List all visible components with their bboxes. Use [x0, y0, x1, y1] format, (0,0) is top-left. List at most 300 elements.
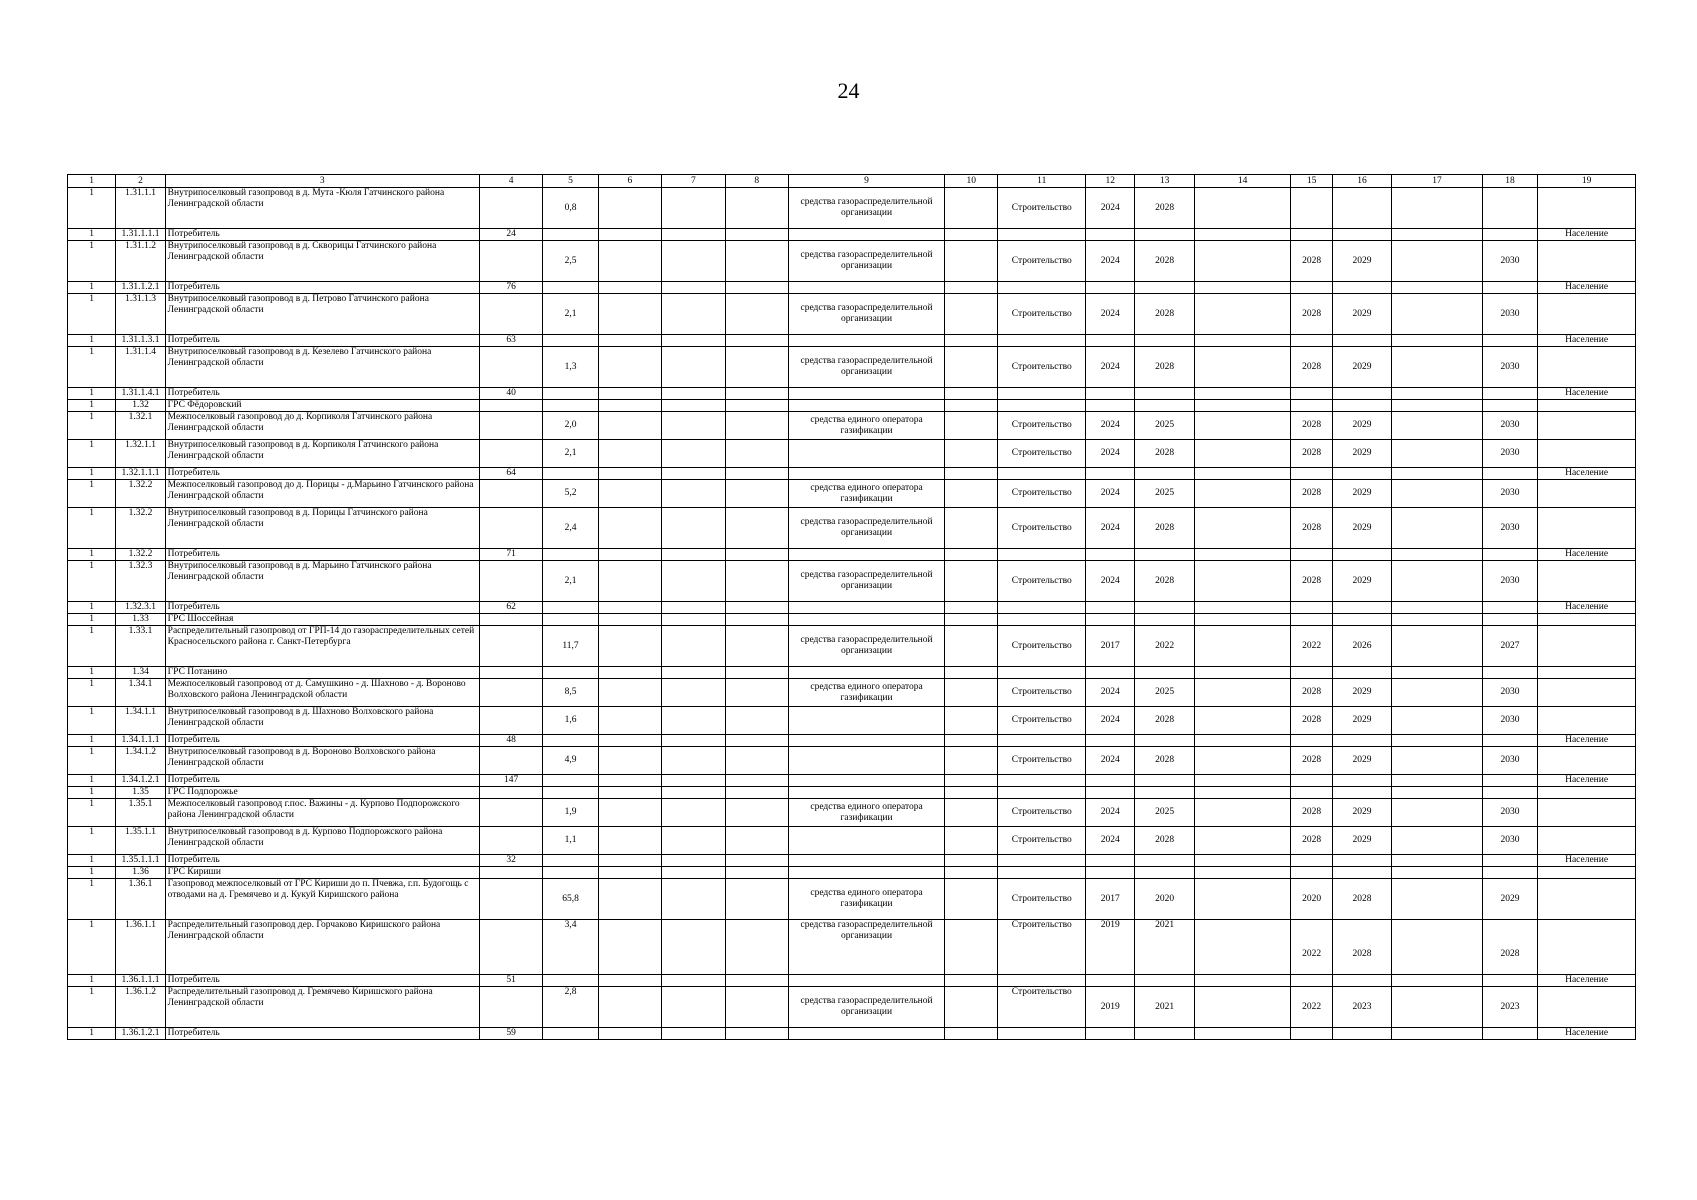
- cell-14: [1194, 679, 1291, 707]
- column-header: 1: [68, 175, 116, 188]
- cell-8: [725, 987, 788, 1028]
- cell-consumers: [479, 241, 542, 282]
- cell-8: [725, 440, 788, 468]
- cell-section: 1: [68, 480, 116, 508]
- cell-year-15: 2028: [1291, 747, 1332, 775]
- cell-10: [945, 975, 998, 987]
- cell-work-type: Строительство: [998, 188, 1086, 229]
- cell-14: [1194, 282, 1291, 294]
- cell-year-18: [1482, 549, 1537, 561]
- cell-code: 1.35.1: [116, 799, 165, 827]
- cell-year-16: 2029: [1332, 747, 1391, 775]
- cell-year-15: 2028: [1291, 561, 1332, 602]
- cell-start-year: 2024: [1086, 412, 1135, 440]
- cell-year-16: 2028: [1332, 920, 1391, 975]
- cell-7: [662, 468, 725, 480]
- cell-year-15: 2022: [1291, 626, 1332, 667]
- cell-start-year: [1086, 855, 1135, 867]
- cell-length: 2,8: [543, 987, 598, 1028]
- cell-17: [1392, 879, 1483, 920]
- cell-year-18: 2030: [1482, 799, 1537, 827]
- cell-funding-source: средства газораспределительной организации: [789, 987, 945, 1028]
- cell-start-year: [1086, 602, 1135, 614]
- cell-14: [1194, 707, 1291, 735]
- cell-funding-source: [789, 735, 945, 747]
- cell-start-year: 2024: [1086, 440, 1135, 468]
- cell-description: Внутрипоселковый газопровод в д. Вороново Волховского района Ленинградской области: [165, 747, 479, 775]
- cell-funding-source: средства единого оператора газификации: [789, 412, 945, 440]
- cell-year-15: 2022: [1291, 920, 1332, 975]
- cell-7: [662, 614, 725, 626]
- cell-end-year: [1135, 282, 1194, 294]
- cell-8: [725, 229, 788, 241]
- cell-14: [1194, 867, 1291, 879]
- cell-length: 2,4: [543, 508, 598, 549]
- cell-end-year: [1135, 335, 1194, 347]
- cell-year-15: [1291, 775, 1332, 787]
- cell-section: 1: [68, 775, 116, 787]
- cell-work-type: Строительство: [998, 679, 1086, 707]
- cell-10: [945, 920, 998, 975]
- cell-section: 1: [68, 707, 116, 735]
- cell-7: [662, 480, 725, 508]
- cell-6: [598, 747, 661, 775]
- cell-code: 1.33.1: [116, 626, 165, 667]
- cell-year-15: [1291, 1028, 1332, 1040]
- cell-length: [543, 549, 598, 561]
- cell-section: 1: [68, 508, 116, 549]
- cell-7: [662, 347, 725, 388]
- cell-17: [1392, 188, 1483, 229]
- cell-code: 1.36.1.1: [116, 920, 165, 975]
- cell-8: [725, 561, 788, 602]
- cell-14: [1194, 602, 1291, 614]
- cell-14: [1194, 827, 1291, 855]
- cell-category: [1538, 707, 1636, 735]
- cell-year-16: [1332, 975, 1391, 987]
- pipeline-row: [68, 241, 1636, 282]
- cell-start-year: 2019: [1086, 987, 1135, 1028]
- cell-description: Потребитель: [165, 602, 479, 614]
- cell-6: [598, 561, 661, 602]
- consumer-row: [68, 388, 1636, 400]
- cell-17: [1392, 602, 1483, 614]
- cell-year-15: 2028: [1291, 480, 1332, 508]
- cell-end-year: 2028: [1135, 707, 1194, 735]
- cell-17: [1392, 614, 1483, 626]
- cell-end-year: [1135, 775, 1194, 787]
- cell-section: 1: [68, 347, 116, 388]
- consumer-row: [68, 335, 1636, 347]
- cell-funding-source: средства газораспределительной организации: [789, 508, 945, 549]
- cell-end-year: 2022: [1135, 626, 1194, 667]
- cell-funding-source: [789, 440, 945, 468]
- cell-funding-source: [789, 747, 945, 775]
- cell-7: [662, 412, 725, 440]
- cell-6: [598, 975, 661, 987]
- cell-7: [662, 440, 725, 468]
- cell-work-type: [998, 229, 1086, 241]
- cell-10: [945, 1028, 998, 1040]
- grs-station-row: [68, 787, 1636, 799]
- cell-7: [662, 775, 725, 787]
- cell-year-18: 2027: [1482, 626, 1537, 667]
- column-header: 18: [1482, 175, 1537, 188]
- grs-station-row: [68, 867, 1636, 879]
- cell-section: 1: [68, 468, 116, 480]
- cell-funding-source: [789, 867, 945, 879]
- cell-14: [1194, 775, 1291, 787]
- cell-description: Внутрипоселковый газопровод в д. Курпово Подпорожского района Ленинградской области: [165, 827, 479, 855]
- cell-year-18: 2030: [1482, 480, 1537, 508]
- cell-section: 1: [68, 188, 116, 229]
- cell-work-type: [998, 867, 1086, 879]
- cell-length: 1,3: [543, 347, 598, 388]
- cell-year-15: 2028: [1291, 347, 1332, 388]
- cell-6: [598, 468, 661, 480]
- cell-code: 1.36.1.1.1: [116, 975, 165, 987]
- investment-program-table: [67, 174, 1636, 1040]
- cell-code: 1.31.1.1: [116, 188, 165, 229]
- cell-description: Межпоселковый газопровод от д. Самушкино - д. Шахново - д. Вороново Волховского района Ленинградской области: [165, 679, 479, 707]
- cell-8: [725, 707, 788, 735]
- cell-year-16: [1332, 855, 1391, 867]
- cell-description: Внутрипоселковый газопровод в д. Корпиколя Гатчинского района Ленинградской области: [165, 440, 479, 468]
- cell-funding-source: [789, 614, 945, 626]
- pipeline-row: [68, 987, 1636, 1028]
- cell-work-type: [998, 602, 1086, 614]
- cell-section: 1: [68, 735, 116, 747]
- column-header: 16: [1332, 175, 1391, 188]
- cell-start-year: [1086, 388, 1135, 400]
- cell-year-15: [1291, 614, 1332, 626]
- cell-section: 1: [68, 549, 116, 561]
- cell-year-18: 2030: [1482, 412, 1537, 440]
- cell-work-type: [998, 468, 1086, 480]
- cell-start-year: [1086, 468, 1135, 480]
- cell-year-18: [1482, 855, 1537, 867]
- pipeline-row: [68, 440, 1636, 468]
- cell-year-18: [1482, 188, 1537, 229]
- cell-start-year: [1086, 335, 1135, 347]
- cell-code: 1.34.1.1: [116, 707, 165, 735]
- cell-8: [725, 335, 788, 347]
- cell-section: 1: [68, 987, 116, 1028]
- cell-code: 1.36: [116, 867, 165, 879]
- cell-year-15: [1291, 667, 1332, 679]
- cell-work-type: [998, 775, 1086, 787]
- pipeline-row: [68, 799, 1636, 827]
- cell-year-18: 2030: [1482, 440, 1537, 468]
- cell-consumers: [479, 827, 542, 855]
- cell-10: [945, 400, 998, 412]
- cell-work-type: Строительство: [998, 508, 1086, 549]
- cell-code: 1.35: [116, 787, 165, 799]
- cell-work-type: Строительство: [998, 747, 1086, 775]
- column-header: 7: [662, 175, 725, 188]
- cell-funding-source: [789, 975, 945, 987]
- cell-work-type: Строительство: [998, 987, 1086, 1028]
- column-header: 12: [1086, 175, 1135, 188]
- cell-year-18: 2030: [1482, 679, 1537, 707]
- cell-8: [725, 747, 788, 775]
- pipeline-row: [68, 480, 1636, 508]
- cell-8: [725, 294, 788, 335]
- cell-end-year: [1135, 1028, 1194, 1040]
- cell-end-year: 2028: [1135, 241, 1194, 282]
- column-header: 5: [543, 175, 598, 188]
- cell-work-type: Строительство: [998, 480, 1086, 508]
- cell-description: Внутрипоселковый газопровод в д. Скворицы Гатчинского района Ленинградской области: [165, 241, 479, 282]
- cell-start-year: 2017: [1086, 879, 1135, 920]
- cell-year-15: [1291, 468, 1332, 480]
- cell-description: ГРС Подпорожье: [165, 787, 479, 799]
- cell-year-16: [1332, 282, 1391, 294]
- cell-17: [1392, 735, 1483, 747]
- cell-year-15: [1291, 867, 1332, 879]
- cell-17: [1392, 335, 1483, 347]
- cell-14: [1194, 241, 1291, 282]
- cell-year-16: 2029: [1332, 294, 1391, 335]
- cell-work-type: [998, 549, 1086, 561]
- cell-description: ГРС Потанино: [165, 667, 479, 679]
- cell-consumers: [479, 614, 542, 626]
- cell-17: [1392, 855, 1483, 867]
- cell-description: Газопровод межпоселковый от ГРС Кириши до п. Пчевжа, г.п. Будогощь с отводами на д. Гремячево и д. Кукуй Киришского района: [165, 879, 479, 920]
- cell-year-18: [1482, 1028, 1537, 1040]
- cell-consumers: [479, 799, 542, 827]
- cell-start-year: [1086, 549, 1135, 561]
- cell-funding-source: [789, 1028, 945, 1040]
- cell-6: [598, 667, 661, 679]
- cell-7: [662, 867, 725, 879]
- cell-work-type: [998, 855, 1086, 867]
- pipeline-row: [68, 294, 1636, 335]
- cell-funding-source: [789, 282, 945, 294]
- cell-6: [598, 347, 661, 388]
- cell-section: 1: [68, 827, 116, 855]
- cell-year-15: 2028: [1291, 508, 1332, 549]
- cell-6: [598, 799, 661, 827]
- cell-8: [725, 855, 788, 867]
- cell-category: [1538, 347, 1636, 388]
- cell-year-16: [1332, 867, 1391, 879]
- cell-14: [1194, 347, 1291, 388]
- cell-start-year: 2024: [1086, 188, 1135, 229]
- cell-year-16: [1332, 468, 1391, 480]
- cell-code: 1.34.1.1.1: [116, 735, 165, 747]
- cell-category: Население: [1538, 468, 1636, 480]
- cell-start-year: [1086, 667, 1135, 679]
- cell-14: [1194, 294, 1291, 335]
- cell-year-18: 2029: [1482, 879, 1537, 920]
- cell-section: 1: [68, 667, 116, 679]
- cell-length: [543, 1028, 598, 1040]
- cell-year-16: 2029: [1332, 707, 1391, 735]
- cell-17: [1392, 747, 1483, 775]
- cell-8: [725, 867, 788, 879]
- cell-work-type: [998, 787, 1086, 799]
- cell-funding-source: средства газораспределительной организации: [789, 561, 945, 602]
- cell-end-year: 2025: [1135, 412, 1194, 440]
- cell-17: [1392, 388, 1483, 400]
- cell-start-year: 2024: [1086, 480, 1135, 508]
- cell-year-15: 2028: [1291, 294, 1332, 335]
- cell-start-year: [1086, 975, 1135, 987]
- cell-7: [662, 241, 725, 282]
- cell-start-year: [1086, 867, 1135, 879]
- cell-10: [945, 480, 998, 508]
- cell-end-year: 2028: [1135, 508, 1194, 549]
- cell-14: [1194, 468, 1291, 480]
- cell-category: [1538, 920, 1636, 975]
- cell-work-type: [998, 1028, 1086, 1040]
- cell-6: [598, 440, 661, 468]
- cell-funding-source: средства газораспределительной организации: [789, 241, 945, 282]
- cell-10: [945, 412, 998, 440]
- cell-category: [1538, 412, 1636, 440]
- cell-consumers: 24: [479, 229, 542, 241]
- cell-7: [662, 388, 725, 400]
- cell-funding-source: средства газораспределительной организации: [789, 626, 945, 667]
- cell-section: 1: [68, 1028, 116, 1040]
- cell-year-15: 2028: [1291, 827, 1332, 855]
- cell-17: [1392, 920, 1483, 975]
- cell-6: [598, 335, 661, 347]
- cell-length: 2,5: [543, 241, 598, 282]
- cell-10: [945, 294, 998, 335]
- cell-end-year: 2021: [1135, 987, 1194, 1028]
- cell-14: [1194, 799, 1291, 827]
- cell-6: [598, 229, 661, 241]
- cell-consumers: [479, 400, 542, 412]
- cell-17: [1392, 282, 1483, 294]
- cell-year-15: [1291, 229, 1332, 241]
- cell-funding-source: средства единого оператора газификации: [789, 879, 945, 920]
- cell-description: Потребитель: [165, 388, 479, 400]
- cell-funding-source: [789, 827, 945, 855]
- cell-section: 1: [68, 229, 116, 241]
- cell-year-18: [1482, 787, 1537, 799]
- cell-category: [1538, 241, 1636, 282]
- cell-14: [1194, 508, 1291, 549]
- cell-year-16: 2026: [1332, 626, 1391, 667]
- cell-year-15: [1291, 400, 1332, 412]
- cell-start-year: 2017: [1086, 626, 1135, 667]
- cell-10: [945, 855, 998, 867]
- cell-10: [945, 335, 998, 347]
- cell-start-year: [1086, 400, 1135, 412]
- cell-start-year: 2024: [1086, 707, 1135, 735]
- cell-category: Население: [1538, 335, 1636, 347]
- cell-year-18: 2030: [1482, 747, 1537, 775]
- cell-code: 1.32.2: [116, 549, 165, 561]
- cell-section: 1: [68, 626, 116, 667]
- cell-8: [725, 879, 788, 920]
- cell-10: [945, 987, 998, 1028]
- cell-length: [543, 855, 598, 867]
- cell-code: 1.32.3: [116, 561, 165, 602]
- cell-length: [543, 614, 598, 626]
- cell-year-18: 2030: [1482, 241, 1537, 282]
- cell-17: [1392, 987, 1483, 1028]
- cell-end-year: 2025: [1135, 679, 1194, 707]
- column-header: 6: [598, 175, 661, 188]
- cell-8: [725, 679, 788, 707]
- cell-14: [1194, 975, 1291, 987]
- cell-section: 1: [68, 282, 116, 294]
- cell-category: [1538, 294, 1636, 335]
- cell-consumers: 76: [479, 282, 542, 294]
- cell-year-16: 2029: [1332, 561, 1391, 602]
- cell-14: [1194, 440, 1291, 468]
- cell-14: [1194, 188, 1291, 229]
- cell-year-16: [1332, 400, 1391, 412]
- cell-year-15: [1291, 282, 1332, 294]
- cell-category: [1538, 667, 1636, 679]
- cell-year-15: [1291, 735, 1332, 747]
- consumer-row: [68, 735, 1636, 747]
- cell-10: [945, 561, 998, 602]
- cell-year-16: [1332, 775, 1391, 787]
- cell-7: [662, 920, 725, 975]
- cell-work-type: Строительство: [998, 920, 1086, 975]
- cell-14: [1194, 747, 1291, 775]
- cell-start-year: 2024: [1086, 747, 1135, 775]
- cell-year-16: 2029: [1332, 347, 1391, 388]
- cell-consumers: [479, 440, 542, 468]
- column-header: 4: [479, 175, 542, 188]
- cell-7: [662, 561, 725, 602]
- cell-category: [1538, 747, 1636, 775]
- cell-consumers: 51: [479, 975, 542, 987]
- cell-description: Потребитель: [165, 975, 479, 987]
- cell-year-15: [1291, 388, 1332, 400]
- cell-6: [598, 614, 661, 626]
- cell-length: 5,2: [543, 480, 598, 508]
- cell-8: [725, 602, 788, 614]
- cell-year-18: 2030: [1482, 508, 1537, 549]
- cell-end-year: 2025: [1135, 799, 1194, 827]
- cell-year-16: [1332, 735, 1391, 747]
- cell-description: Внутрипоселковый газопровод в д. Кезелево Гатчинского района Ленинградской области: [165, 347, 479, 388]
- cell-7: [662, 508, 725, 549]
- cell-description: Распределительный газопровод от ГРП-14 до газораспределительных сетей Красносельского района г. Санкт-Петербурга: [165, 626, 479, 667]
- cell-code: 1.35.1.1.1: [116, 855, 165, 867]
- cell-year-18: 2023: [1482, 987, 1537, 1028]
- cell-8: [725, 667, 788, 679]
- cell-section: 1: [68, 561, 116, 602]
- cell-description: Внутрипоселковый газопровод в д. Шахново Волховского района Ленинградской области: [165, 707, 479, 735]
- cell-8: [725, 241, 788, 282]
- cell-code: 1.32.3.1: [116, 602, 165, 614]
- cell-year-18: 2030: [1482, 707, 1537, 735]
- cell-funding-source: средства газораспределительной организации: [789, 294, 945, 335]
- cell-17: [1392, 799, 1483, 827]
- cell-length: 2,0: [543, 412, 598, 440]
- cell-category: [1538, 440, 1636, 468]
- cell-end-year: [1135, 667, 1194, 679]
- cell-6: [598, 602, 661, 614]
- cell-length: 4,9: [543, 747, 598, 775]
- cell-10: [945, 388, 998, 400]
- cell-length: 1,9: [543, 799, 598, 827]
- cell-10: [945, 799, 998, 827]
- pipeline-row: [68, 920, 1636, 975]
- cell-6: [598, 920, 661, 975]
- pipeline-row: [68, 188, 1636, 229]
- column-header: 9: [789, 175, 945, 188]
